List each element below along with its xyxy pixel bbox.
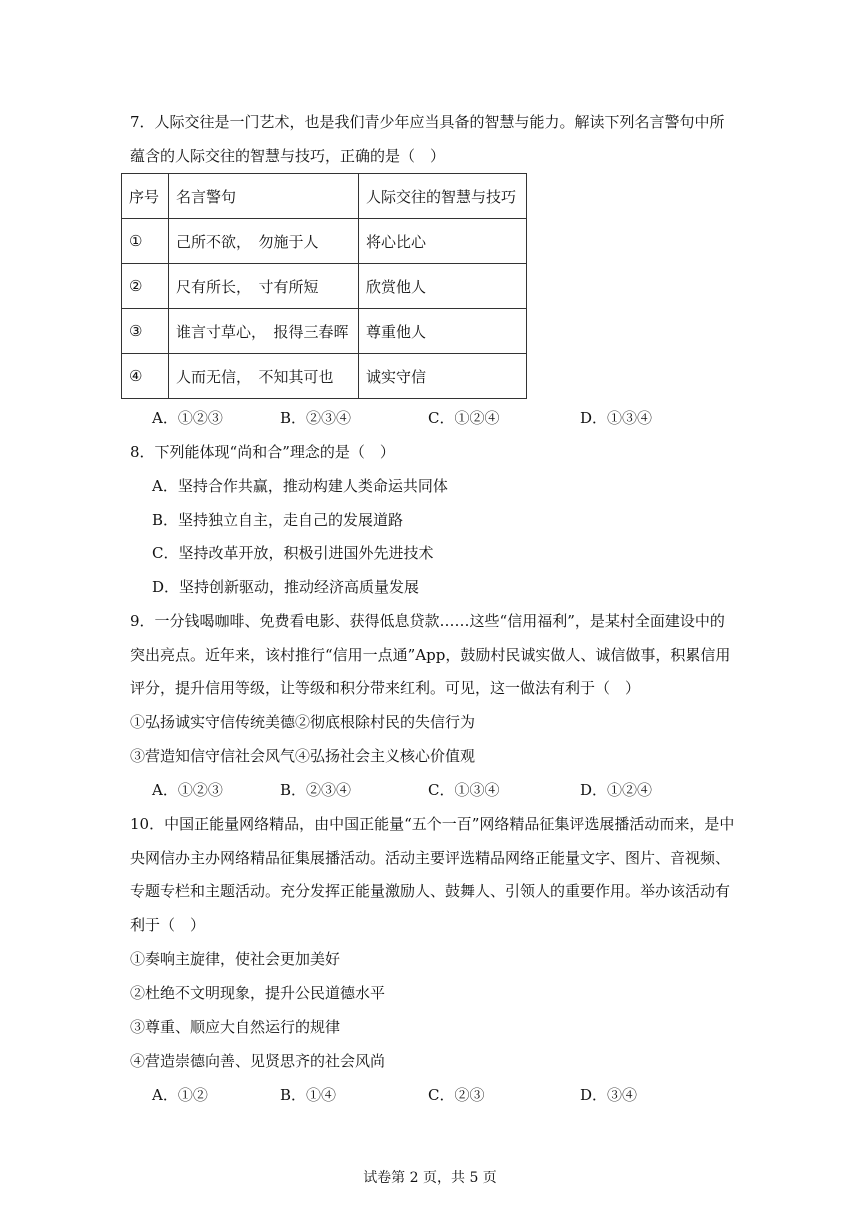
q10-stem-line-1: 10．中国正能量网络精品，由中国正能量“五个一百”网络精品征集评选展播活动而来，是中: [130, 815, 735, 833]
choice-c[interactable]: C．②③: [428, 1086, 485, 1104]
q7-stem-line-2: 蕴含的人际交往的智慧与技巧，正确的是（ ）: [130, 147, 446, 165]
q7-choices: [152, 408, 712, 428]
table-cell: 人而无信， 不知其可也: [169, 354, 359, 399]
choice-a[interactable]: A．①②③: [152, 409, 223, 427]
q9-statement-2: ③营造知信守信社会风气④弘扬社会主义核心价值观: [130, 747, 476, 765]
header-cell: 序号: [122, 174, 169, 219]
table-cell: 诚实守信: [359, 354, 527, 399]
choice-d[interactable]: D．①②④: [580, 781, 653, 799]
q10-statement-2: ②杜绝不文明现象，提升公民道德水平: [130, 984, 386, 1002]
table-cell: 尊重他人: [359, 309, 527, 354]
q9-statement-1: ①弘扬诚实守信传统美德②彻底根除村民的失信行为: [130, 713, 476, 731]
table-cell: 欣赏他人: [359, 264, 527, 309]
q9-choices: [152, 780, 712, 800]
table-cell: ③: [122, 309, 169, 354]
choice-a[interactable]: A．①②: [152, 1086, 208, 1104]
header-cell: 人际交往的智慧与技巧: [359, 174, 527, 219]
q9-stem-line-2: 突出亮点。近年来，该村推行“信用一点通”App，鼓励村民诚实做人、诚信做事，积累信用: [130, 646, 731, 664]
q9-stem-line-3: 评分，提升信用等级，让等级和积分带来红利。可见，这一做法有利于（ ）: [130, 679, 641, 697]
table-cell: ②: [122, 264, 169, 309]
choice-b[interactable]: B．②③④: [280, 409, 352, 427]
q7-stem-line-1: 7．人际交往是一门艺术，也是我们青少年应当具备的智慧与能力。解读下列名言警句中所: [130, 113, 725, 131]
q10-statement-4: ④营造崇德向善、见贤思齐的社会风尚: [130, 1052, 386, 1070]
q8-stem: 8．下列能体现“尚和合”理念的是（ ）: [130, 443, 395, 461]
table-cell: 尺有所长， 寸有所短: [169, 264, 359, 309]
table-row: [122, 264, 527, 309]
table-row: [122, 219, 527, 264]
q8-option-b[interactable]: B．坚持独立自主，走自己的发展道路: [152, 511, 404, 529]
q9-stem-line-1: 9．一分钱喝咖啡、免费看电影、获得低息贷款……这些“信用福利”，是某村全面建设中的: [130, 612, 725, 630]
choice-c[interactable]: C．①③④: [428, 781, 500, 799]
q10-stem-line-2: 央网信办主办网络精品征集展播活动。活动主要评选精品网络正能量文字、图片、音视频、: [130, 849, 731, 867]
q10-statement-1: ①奏响主旋律，使社会更加美好: [130, 950, 341, 968]
q10-stem-line-3: 专题专栏和主题活动。充分发挥正能量激励人、鼓舞人、引领人的重要作用。举办该活动有: [130, 882, 731, 900]
choice-c[interactable]: C．①②④: [428, 409, 500, 427]
page-footer: 试卷第 2 页，共 5 页: [363, 1170, 497, 1186]
q8-option-a[interactable]: A．坚持合作共赢，推动构建人类命运共同体: [152, 477, 448, 495]
choice-a[interactable]: A．①②③: [152, 781, 223, 799]
choice-d[interactable]: D．①③④: [580, 409, 653, 427]
q8-option-d[interactable]: D．坚持创新驱动，推动经济高质量发展: [152, 578, 420, 596]
table-cell: ①: [122, 219, 169, 264]
q7-table: [121, 173, 527, 399]
table-row: [122, 309, 527, 354]
choice-b[interactable]: B．②③④: [280, 781, 352, 799]
q10-choices: [152, 1085, 712, 1105]
header-cell: 名言警句: [169, 174, 359, 219]
choice-d[interactable]: D．③④: [580, 1086, 638, 1104]
table-cell: 谁言寸草心， 报得三春晖: [169, 309, 359, 354]
table-cell: 将心比心: [359, 219, 527, 264]
choice-b[interactable]: B．①④: [280, 1086, 337, 1104]
table-row: [122, 354, 527, 399]
table-header-row: [122, 174, 527, 219]
table-cell: ④: [122, 354, 169, 399]
q10-statement-3: ③尊重、顺应大自然运行的规律: [130, 1018, 341, 1036]
q8-option-c[interactable]: C．坚持改革开放，积极引进国外先进技术: [152, 544, 434, 562]
q10-stem-line-4: 利于（ ）: [130, 916, 206, 934]
table-cell: 己所不欲， 勿施于人: [169, 219, 359, 264]
